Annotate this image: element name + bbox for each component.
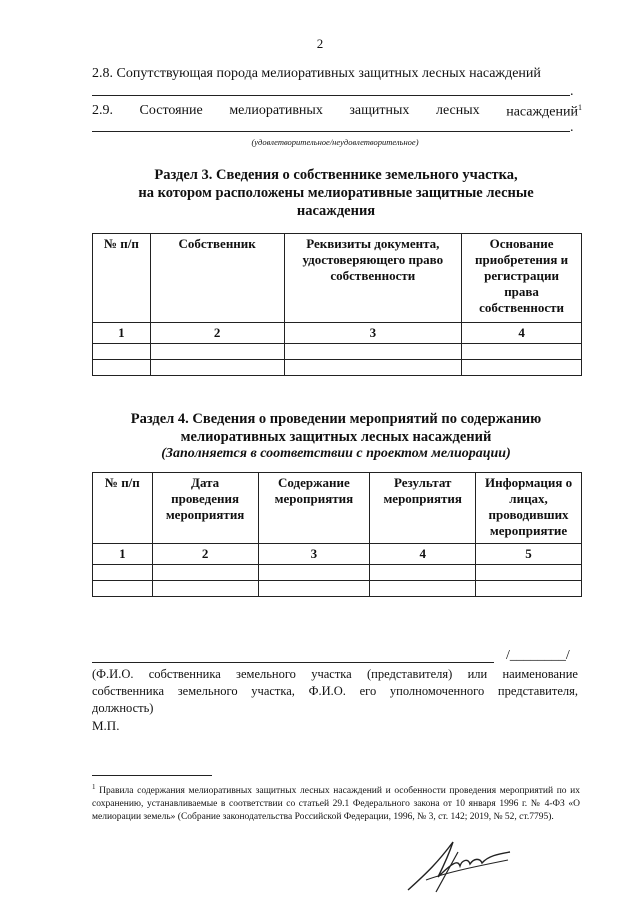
footnote-ref: 1 xyxy=(578,103,582,112)
page-number: 2 xyxy=(316,36,324,51)
item-2-9-word: Состояние xyxy=(139,103,203,118)
table-cell[interactable] xyxy=(462,360,582,376)
item-2-8-fill-line[interactable] xyxy=(92,95,570,96)
table-cell[interactable] xyxy=(93,360,151,376)
column-header: № п/п xyxy=(93,473,153,544)
column-header: Основание приобретения и регистрации права собственности xyxy=(462,234,582,323)
item-2-9-hint: (удовлетворительное/неудовлетворительное) xyxy=(251,137,419,147)
signature-slashes[interactable]: /________/ xyxy=(506,648,570,663)
section3-table xyxy=(92,233,582,376)
item-2-9 xyxy=(92,103,582,121)
section4-table xyxy=(92,472,582,597)
column-number: 5 xyxy=(476,544,582,565)
section3-title: Раздел 3. Сведения о собственнике земельного участка, на котором расположены мелиоративные защитные лесные насаждения xyxy=(138,167,534,219)
table-cell[interactable] xyxy=(93,565,153,581)
table-cell[interactable] xyxy=(150,360,284,376)
column-header: № п/п xyxy=(93,234,151,323)
item-2-9-word: мелиоративных xyxy=(229,103,323,118)
column-number: 3 xyxy=(258,544,370,565)
stamp-place: М.П. xyxy=(92,718,120,733)
table-cell[interactable] xyxy=(476,581,582,597)
column-number: 2 xyxy=(152,544,258,565)
table-cell[interactable] xyxy=(284,344,462,360)
footnote-text: Правила содержания мелиоративных защитных лесных насаждений и особенности проведения мероприятий по их сохранению, устанавливаемые в соответствии со статьей 29.1 Федерального закона от 10 января 1996 г. № 4-ФЗ «О мелиорации земель» (Собрание законодательства Российской Федерации, 1996, № 3, ст. 142; 2019, № 52, ст.7795). xyxy=(92,786,581,823)
table-cell[interactable] xyxy=(152,565,258,581)
column-number: 3 xyxy=(284,323,462,344)
column-number: 1 xyxy=(93,323,151,344)
section4-title: Раздел 4. Сведения о проведении мероприятий по содержанию мелиоративных защитных лесных насаждений xyxy=(130,411,542,445)
table-cell[interactable] xyxy=(476,565,582,581)
table-row xyxy=(93,581,582,597)
column-number: 2 xyxy=(150,323,284,344)
item-2-9-number: 2.9. xyxy=(92,103,113,118)
table-cell[interactable] xyxy=(370,565,476,581)
column-number: 1 xyxy=(93,544,153,565)
column-header: Содержание мероприятия xyxy=(258,473,370,544)
signature-name-line[interactable] xyxy=(92,662,494,663)
signature-caption: (Ф.И.О. собственника земельного участка (представителя) или наименование собственника земельного участка, Ф.И.О. его уполномоченного представителя, должность) xyxy=(92,667,578,715)
table-row xyxy=(93,565,582,581)
table-header-row xyxy=(93,234,582,323)
table-cell[interactable] xyxy=(258,581,370,597)
item-2-9-word-last: насаждений$^1$ xyxy=(506,103,582,120)
item-2-9-word: лесных xyxy=(435,103,480,118)
column-header: Информация о лицах, проводивших мероприятие xyxy=(476,473,582,544)
table-cell[interactable] xyxy=(284,360,462,376)
table-row xyxy=(93,360,582,376)
table-cell[interactable] xyxy=(150,344,284,360)
column-header: Реквизиты документа, удостоверяющего право собственности xyxy=(284,234,462,323)
column-number: 4 xyxy=(370,544,476,565)
table-cell[interactable] xyxy=(93,581,153,597)
table-cell[interactable] xyxy=(258,565,370,581)
item-2-9-word: защитных xyxy=(349,103,410,118)
section4-note: (Заполняется в соответствии с проектом мелиорации) xyxy=(161,446,511,461)
handwritten-signature xyxy=(398,832,518,894)
item-2-9-fill-line[interactable] xyxy=(92,131,570,132)
footnote xyxy=(92,781,580,824)
item-2-9-dot: . xyxy=(570,120,574,135)
table-cell[interactable] xyxy=(93,344,151,360)
table-number-row xyxy=(93,323,582,344)
item-2-8-dot: . xyxy=(570,84,574,99)
column-header: Дата проведения мероприятия xyxy=(152,473,258,544)
footnote-mark: 1 xyxy=(92,783,96,791)
column-number: 4 xyxy=(462,323,582,344)
table-header-row xyxy=(93,473,582,544)
footnote-divider xyxy=(92,775,212,776)
table-cell[interactable] xyxy=(462,344,582,360)
table-number-row xyxy=(93,544,582,565)
item-2-8: 2.8. Сопутствующая порода мелиоративных защитных лесных насаждений xyxy=(92,66,541,81)
table-cell[interactable] xyxy=(370,581,476,597)
column-header: Результат мероприятия xyxy=(370,473,476,544)
table-row xyxy=(93,344,582,360)
column-header: Собственник xyxy=(150,234,284,323)
table-cell[interactable] xyxy=(152,581,258,597)
